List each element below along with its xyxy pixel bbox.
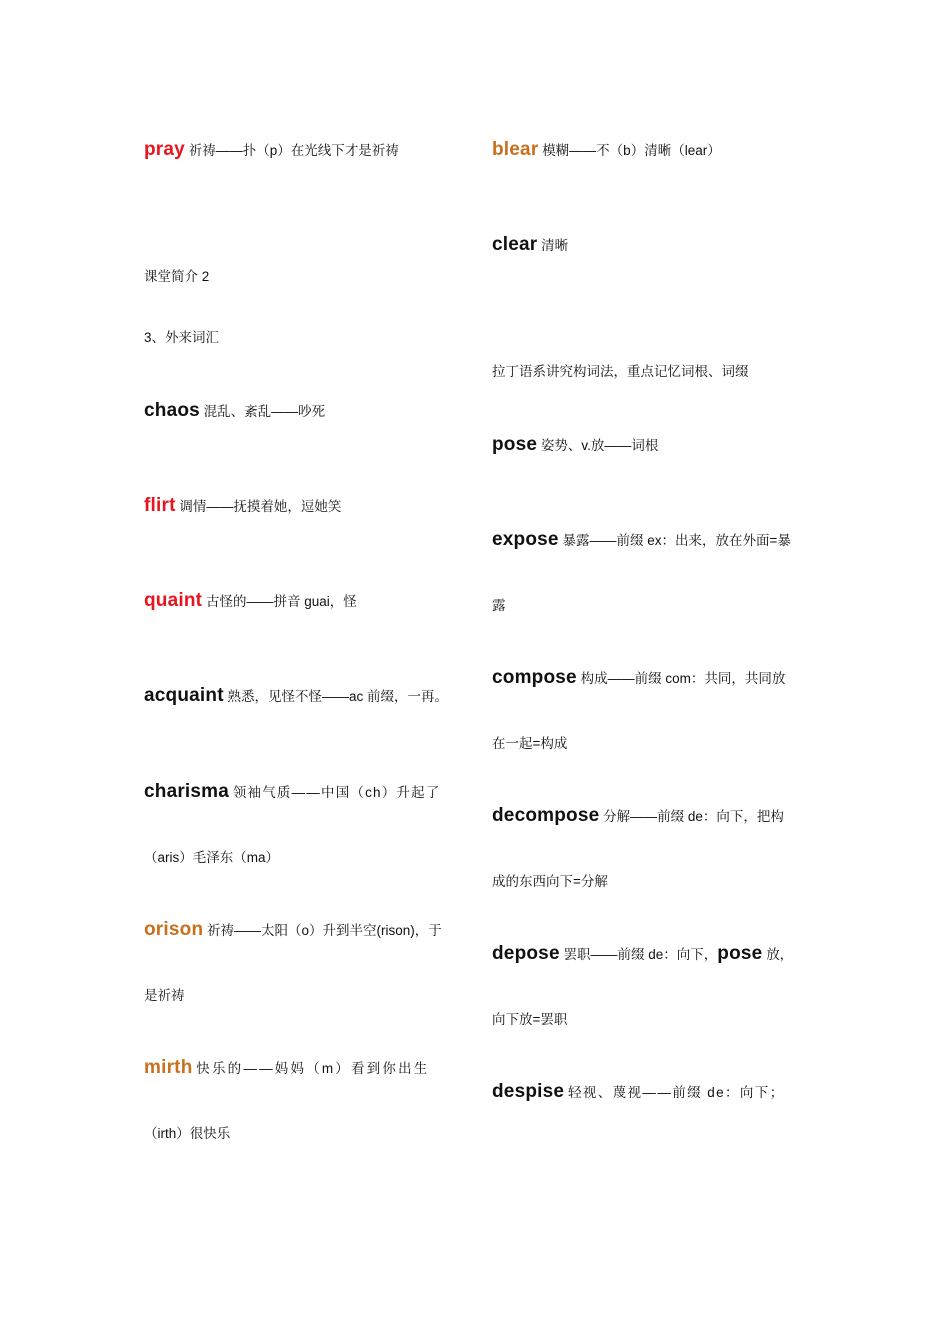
definition: 轻视、蔑视——前缀 de：向下； bbox=[567, 1085, 785, 1100]
headword: blear bbox=[492, 139, 539, 160]
headword: orison bbox=[144, 919, 204, 940]
entry-pose bbox=[492, 435, 658, 456]
headword: pose bbox=[492, 434, 538, 455]
headword: acquaint bbox=[144, 685, 224, 706]
entry-depose bbox=[492, 944, 793, 965]
section-note: 课堂简介 2 bbox=[144, 269, 210, 284]
headword: charisma bbox=[144, 781, 230, 802]
entry-charisma bbox=[144, 782, 441, 803]
definition: 祈祷——扑（p）在光线下才是祈祷 bbox=[188, 143, 399, 158]
entry-orison bbox=[144, 920, 442, 941]
entry-depose-continued: 向下放=罢职 bbox=[492, 1012, 568, 1027]
headword: mirth bbox=[144, 1057, 193, 1078]
definition: 熟悉，见怪不怪——ac 前缀，一再。 bbox=[227, 689, 449, 704]
definition: 混乱、紊乱——吵死 bbox=[203, 404, 326, 419]
definition: 暴露——前缀 ex：出来，放在外面=暴 bbox=[562, 533, 791, 548]
entry-quaint bbox=[144, 591, 357, 612]
entry-decompose bbox=[492, 806, 784, 827]
definition: 姿势、v.放——词根 bbox=[540, 438, 659, 453]
inline-headword: pose bbox=[717, 943, 763, 964]
section-note: 拉丁语系讲究构词法，重点记忆词根、词缀 bbox=[492, 364, 749, 379]
entry-chaos bbox=[144, 401, 325, 422]
headword: compose bbox=[492, 667, 577, 688]
entry-expose bbox=[492, 530, 791, 551]
headword: pray bbox=[144, 139, 185, 160]
entry-orison-continued: 是祈祷 bbox=[144, 988, 185, 1003]
entry-blear bbox=[492, 140, 721, 161]
headword: chaos bbox=[144, 400, 200, 421]
headword: expose bbox=[492, 529, 559, 550]
entry-mirth bbox=[144, 1058, 430, 1079]
entry-mirth-continued: （irth）很快乐 bbox=[144, 1126, 231, 1141]
headword: despise bbox=[492, 1081, 565, 1102]
headword: flirt bbox=[144, 495, 176, 516]
entry-expose-continued: 露 bbox=[492, 598, 506, 613]
definition: 清晰 bbox=[541, 238, 569, 253]
headword: clear bbox=[492, 234, 538, 255]
definition: 分解——前缀 de：向下，把构 bbox=[603, 809, 784, 824]
entry-compose bbox=[492, 668, 785, 689]
headword: quaint bbox=[144, 590, 203, 611]
definition: 调情——抚摸着她，逗她笑 bbox=[179, 499, 342, 514]
definition: 模糊——不（b）清晰（lear） bbox=[542, 143, 721, 158]
entry-pray bbox=[144, 140, 399, 161]
definition: 罢职——前缀 de：向下， bbox=[563, 947, 718, 962]
definition: 快乐的——妈妈（m）看到你出生 bbox=[196, 1061, 430, 1076]
entry-flirt bbox=[144, 496, 341, 517]
headword: decompose bbox=[492, 805, 600, 826]
definition: 古怪的——拼音 guai，怪 bbox=[205, 594, 357, 609]
headword: depose bbox=[492, 943, 560, 964]
entry-decompose-continued: 成的东西向下=分解 bbox=[492, 874, 608, 889]
entry-charisma-continued: （aris）毛泽东（ma） bbox=[144, 850, 280, 865]
entry-compose-continued: 在一起=构成 bbox=[492, 736, 568, 751]
entry-acquaint bbox=[144, 686, 448, 707]
entry-clear bbox=[492, 235, 568, 256]
section-heading: 3、外来词汇 bbox=[144, 330, 220, 345]
definition: 领袖气质——中国（ch）升起了 bbox=[232, 785, 441, 800]
definition: 构成——前缀 com：共同，共同放 bbox=[580, 671, 786, 686]
definition: 祈祷——太阳（o）升到半空(rison)，于 bbox=[207, 923, 442, 938]
entry-despise bbox=[492, 1082, 785, 1103]
definition-tail: 放， bbox=[766, 947, 794, 962]
